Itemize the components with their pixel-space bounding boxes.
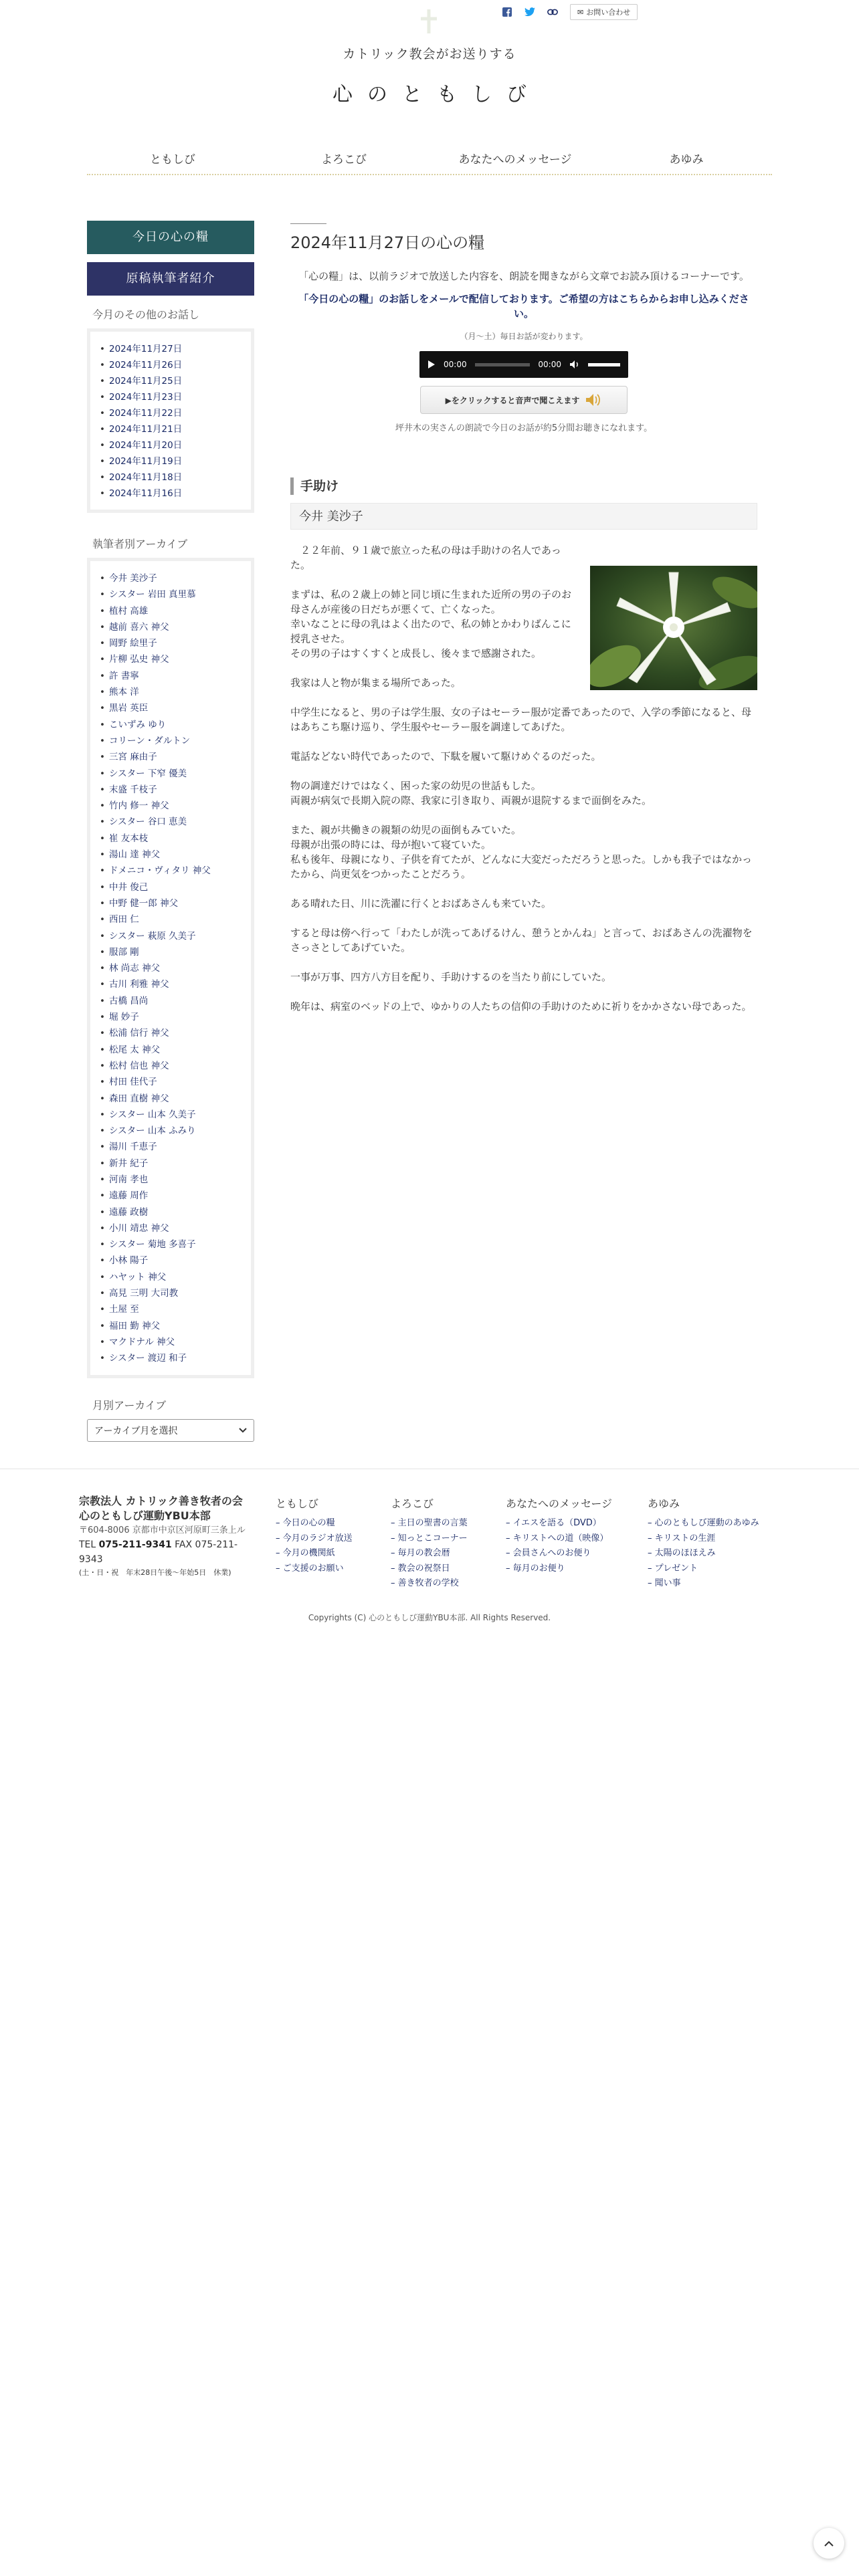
footer-link-dash: – (391, 1563, 398, 1574)
sidebar (87, 221, 254, 1442)
tel-number[interactable]: 075-211-9341 (98, 1539, 172, 1550)
footer-link[interactable] (276, 1516, 353, 1531)
footer-link-label: キリストへの道（映像） (512, 1533, 609, 1543)
author-link-item[interactable]: • 遠藤 政樹 (100, 1204, 243, 1220)
footer-link-label: プレゼント (654, 1563, 698, 1574)
nav-item-yorokobi[interactable]: よろこび (321, 153, 367, 167)
footer-link-label: 毎月のお便り (512, 1563, 565, 1574)
footer-link[interactable] (506, 1562, 612, 1577)
date-link-item[interactable]: • 2024年11月21日 (100, 421, 243, 437)
author-link-item[interactable]: • ドメニコ・ヴィタリ 神父 (100, 863, 243, 879)
author-link-item[interactable]: • シスター 谷口 恵美 (100, 814, 243, 830)
author-link-item[interactable]: • コリーン・ダルトン (100, 733, 243, 749)
footer-link[interactable] (391, 1546, 468, 1562)
author-link-item[interactable]: • ハヤット 神父 (100, 1269, 243, 1285)
footer-link[interactable] (391, 1576, 468, 1592)
footer-link[interactable] (391, 1562, 468, 1577)
footer-link-dash: – (648, 1578, 655, 1588)
author-link-item[interactable]: • 松村 信也 神父 (100, 1058, 243, 1074)
author-list (100, 570, 243, 1367)
author-link-item[interactable]: • シスター 岩田 真里慕 (100, 586, 243, 603)
date-list (100, 341, 243, 502)
facebook-icon[interactable] (502, 7, 512, 17)
footer-link[interactable] (506, 1531, 612, 1547)
footer-link-dash: – (506, 1533, 513, 1543)
footer-link-dash: – (276, 1563, 283, 1574)
author-link-item[interactable]: • 古橋 昌尚 (100, 993, 243, 1009)
contact-button[interactable] (570, 4, 638, 20)
time-current: 00:00 (444, 360, 467, 369)
author-link-item[interactable]: • 湯山 達 神父 (100, 847, 243, 863)
author-link-item[interactable]: • シスター 萩原 久美子 (100, 928, 243, 944)
footer-link-dash: – (648, 1518, 655, 1528)
footer-link-label: 会員さんへのお便り (512, 1548, 591, 1558)
title-rule (290, 223, 326, 224)
footer-link[interactable] (391, 1531, 468, 1547)
footer-link-label: ご支援のお願い (282, 1563, 344, 1574)
authors-box (87, 558, 254, 1378)
author-link-item[interactable]: • 竹内 修一 神父 (100, 798, 243, 814)
date-link-item[interactable]: • 2024年11月27日 (100, 341, 243, 357)
author-link-item[interactable]: • 黒岩 英臣 (100, 700, 243, 716)
author-link-item[interactable]: • 片柳 弘史 神父 (100, 651, 243, 667)
article-paragraph: 物の調達だけではなく、困った家の幼児の世話もした。 両親が病気で長期入院の際、我家に引き取り、両親が退院するまで面倒をみた。 (290, 780, 652, 807)
footer-link-label: 主日の聖書の言葉 (397, 1518, 468, 1528)
footer-link[interactable] (506, 1516, 612, 1531)
org-name: 宗教法人 カトリック善き牧者の会 (79, 1495, 243, 1507)
date-link-item[interactable]: • 2024年11月25日 (100, 373, 243, 389)
other-talks-box (87, 328, 254, 513)
audio-progress-bar[interactable] (475, 363, 531, 366)
author-link-item[interactable]: • 小川 靖忠 神父 (100, 1220, 243, 1237)
header-social-bar (502, 4, 638, 20)
footer-col-ayumi (648, 1495, 759, 1592)
nav-item-message[interactable]: あなたへのメッセージ (458, 153, 572, 167)
footer-link-label: 聞い事 (654, 1578, 681, 1588)
footer-link-dash: – (276, 1518, 283, 1528)
article-paragraph: 一事が万事、四方八方目を配り、手助けするのを当たり前にしていた。 (290, 971, 612, 983)
footer-link-dash: – (391, 1518, 398, 1528)
footer-link-dash: – (648, 1533, 655, 1543)
date-link-item[interactable]: • 2024年11月22日 (100, 405, 243, 421)
article-paragraph: まずは、私の２歳上の姉と同じ頃に生まれた近所の男の子のお母さんが産後の日だちが悪くて、亡くなった。 幸いなことに母の乳はよく出たので、私の姉とかわりばんこに授乳させた。 その男の子はすくすくと成長し、後々まで感謝された。 (290, 588, 572, 659)
footer-link-dash: – (391, 1533, 398, 1543)
author-link-item[interactable]: • 中井 俊己 (100, 879, 243, 895)
author-link-item[interactable]: • 森田 直樹 神父 (100, 1091, 243, 1107)
footer-link[interactable] (648, 1562, 759, 1577)
author-link-item[interactable]: • 服部 剛 (100, 944, 243, 960)
footer-link-dash: – (276, 1533, 283, 1543)
footer-link[interactable] (648, 1576, 759, 1592)
author-link-item[interactable]: • 林 尚志 神父 (100, 960, 243, 976)
play-icon[interactable] (427, 360, 436, 369)
org-phone (79, 1537, 258, 1567)
volume-slider[interactable] (588, 363, 620, 366)
footer-link-label: 今月の機関紙 (282, 1548, 335, 1558)
footer-link[interactable] (506, 1546, 612, 1562)
author-link-item[interactable]: • 堀 妙子 (100, 1009, 243, 1025)
site-logo-title[interactable]: 心のともしび (332, 83, 541, 106)
section-title: 手助け (290, 477, 757, 495)
author-link-item[interactable]: • 西田 仁 (100, 911, 243, 928)
article-paragraph: すると母は傍へ行って「わたしが洗ってあげるけん、憩うとかんね」と言って、おばあさんの洗濯物をさっさとしてあげていた。 (290, 927, 753, 954)
volume-icon[interactable] (569, 360, 580, 369)
audio-player (419, 351, 628, 378)
footer-link-label: 善き牧者の学校 (397, 1578, 459, 1588)
footer-link-label: 教会の祝祭日 (397, 1563, 450, 1574)
archive-month-select-value: アーカイブ月を選択 (94, 1425, 178, 1436)
monthly-archive-heading: 月別アーカイブ (92, 1398, 167, 1412)
flower-photo (590, 566, 757, 690)
footer-link-label: イエスを語る（DVD） (512, 1518, 601, 1528)
site-subtitle: カトリック教会がお送りする (343, 47, 516, 62)
footer-org-info (79, 1494, 258, 1579)
author-link-item[interactable]: • 松浦 信行 神父 (100, 1025, 243, 1041)
author-link-item[interactable]: • マクドナル 神父 (100, 1334, 243, 1350)
footer-link[interactable] (276, 1546, 353, 1562)
back-to-top-button[interactable] (814, 2528, 844, 2559)
footer-link-label: 知っとこコーナー (397, 1533, 468, 1543)
author-link-item[interactable]: • 土屋 至 (100, 1301, 243, 1317)
footer-link-dash: – (648, 1548, 655, 1558)
author-link-item[interactable]: • シスター 渡辺 和子 (100, 1350, 243, 1366)
play-button-label: ▶をクリックすると音声で聞こえます (445, 395, 580, 405)
other-talks-heading: 今月のその他のお話し (92, 308, 200, 321)
mail-icon: ✉ (577, 7, 584, 17)
footer-link[interactable] (276, 1531, 353, 1547)
footer-link-label: 毎月の教会暦 (397, 1548, 450, 1558)
footer-col-yorokobi (391, 1495, 468, 1592)
audio-play-button[interactable] (420, 386, 628, 414)
author-link-item[interactable]: • 河南 孝也 (100, 1172, 243, 1188)
footer-link-label: キリストの生涯 (654, 1533, 716, 1543)
copyright: Copyrights (C) 心のともしび運動YBU本部. All Rights Reserved. (308, 1613, 551, 1622)
tel-label: TEL (79, 1539, 96, 1550)
author-link-item[interactable]: • 松尾 太 神父 (100, 1042, 243, 1058)
reader-caption: 坪井木の実さんの朗読で今日のお話が約5分間お聴きになれます。 (395, 423, 653, 433)
cross-icon (419, 8, 439, 35)
author-link-item[interactable]: • 植村 高雄 (100, 603, 243, 619)
footer-col-heading[interactable]: あなたへのメッセージ (506, 1497, 613, 1510)
article-paragraph: ある晴れた日、川に洗濯に行くとおばあさんも来ていた。 (290, 897, 552, 909)
author-link-item[interactable]: • 今井 美沙子 (100, 570, 243, 586)
footer-col-heading[interactable]: よろこび (391, 1497, 434, 1510)
date-link-item[interactable]: • 2024年11月18日 (100, 469, 243, 486)
fax-number: 075-211-9343 (79, 1539, 238, 1565)
author-link-item[interactable]: • こいずみ ゆり (100, 717, 243, 733)
fax-label: FAX (175, 1539, 193, 1550)
date-link-item[interactable]: • 2024年11月19日 (100, 453, 243, 469)
author-link-item[interactable]: • 越前 喜六 神父 (100, 619, 243, 635)
footer-link-label: 今月のラジオ放送 (282, 1533, 353, 1543)
author-link-item[interactable]: • 崔 友本枝 (100, 831, 243, 847)
author-link-item[interactable]: • 福田 勤 神父 (100, 1318, 243, 1334)
nav-item-ayumi[interactable]: あゆみ (669, 153, 704, 167)
footer-link-label: 太陽のほほえみ (654, 1548, 716, 1558)
footer-col-heading[interactable]: ともしび (276, 1497, 319, 1510)
author-link-item[interactable]: • 遠藤 周作 (100, 1188, 243, 1204)
author-link-item[interactable]: • 高見 三明 大司教 (100, 1285, 243, 1301)
time-total: 00:00 (538, 360, 561, 369)
date-link-item[interactable]: • 2024年11月20日 (100, 437, 243, 453)
main-content (290, 223, 757, 1029)
nav-item-tomoshibi[interactable]: ともしび (150, 153, 195, 167)
author-link-item[interactable]: • 新井 紀子 (100, 1156, 243, 1172)
article-paragraph: 我家は人と物が集まる場所であった。 (290, 677, 461, 689)
authors-heading: 執筆者別アーカイブ (92, 538, 188, 550)
footer-link[interactable] (648, 1546, 759, 1562)
footer-link-dash: – (648, 1563, 655, 1574)
article-paragraph: 晩年は、病室のベッドの上で、ゆかりの人たちの信仰の手助けのために祈りをかかさない母であった。 (290, 1000, 752, 1012)
intro-text: 「心の糧」は、以前ラジオで放送した内容を、朗読を聞きながら文章でお読み頂けるコーナーです。 (298, 270, 749, 282)
contact-button-label: お問い合わせ (586, 8, 631, 17)
author-link-item[interactable]: • 湯川 千恵子 (100, 1139, 243, 1155)
author-link-item[interactable]: • シスター 下窄 優美 (100, 766, 243, 782)
mail-signup-link[interactable]: 「今日の心の糧」のお話しをメールで配信しております。ご希望の方はこちらからお申し込みください。 (298, 293, 749, 320)
footer-link[interactable] (648, 1516, 759, 1531)
twitter-icon[interactable] (524, 7, 535, 17)
author-link-item[interactable]: • シスター 菊地 多喜子 (100, 1237, 243, 1253)
schedule-note: （月〜土）毎日お話が変わります。 (460, 332, 588, 341)
date-link-item[interactable]: • 2024年11月26日 (100, 357, 243, 373)
org-branch: 心のともしび運動YBU本部 (79, 1509, 211, 1522)
author-link-item[interactable]: • 中野 健一郎 神父 (100, 895, 243, 911)
org-address: 〒604-8006 京都市中京区河原町三条上ル (79, 1525, 246, 1535)
article-paragraph: ２２年前、９１歳で旅立った私の母は手助けの名人であった。 (290, 544, 561, 571)
article-paragraph: また、親が共働きの親類の幼児の面倒もみていた。 母親が出張の時には、母が抱いて寝ていた。 私も後年、母親になり、子供を育てたが、どんなに大変だっただろうと思った。しかも我子ではなかったから、尚更気をつかったことだろう。 (290, 824, 753, 880)
author-link-item[interactable]: • 許 書寧 (100, 668, 243, 684)
article-paragraph: 中学生になると、男の子は学生服、女の子はセーラー服が定番であったので、入学の季節になると、母はあちこち駆け巡り、学生服やセーラー服を調達してあげた。 (290, 706, 751, 733)
author-link-item[interactable]: • シスター 山本 ふみり (100, 1123, 243, 1139)
writers-intro-button[interactable]: 原稿執筆者紹介 (87, 262, 254, 296)
date-link-item[interactable]: • 2024年11月23日 (100, 389, 243, 405)
footer-link-label: 心のともしび運動のあゆみ (654, 1518, 759, 1528)
footer-col-tomoshibi (276, 1495, 353, 1576)
footer-col-heading[interactable]: あゆみ (648, 1497, 680, 1510)
arrow-up-icon (824, 2541, 834, 2547)
author-name: 今井 美沙子 (290, 503, 757, 530)
author-link-item[interactable]: • 岡野 絵里子 (100, 635, 243, 651)
today-kokoro-button[interactable]: 今日の心の糧 (87, 221, 254, 254)
footer-link[interactable] (648, 1531, 759, 1547)
author-link-item[interactable]: • 三宮 麻由子 (100, 749, 243, 765)
org-holiday: (土・日・祝 年末28日午後〜年始5日 休業) (79, 1568, 231, 1577)
link-icon[interactable] (547, 7, 558, 17)
footer-link-dash: – (391, 1548, 398, 1558)
footer-link-dash: – (276, 1548, 283, 1558)
footer-link-dash: – (506, 1548, 513, 1558)
footer-link[interactable] (276, 1562, 353, 1577)
date-link-item[interactable]: • 2024年11月16日 (100, 486, 243, 502)
author-link-item[interactable]: • 末盛 千枝子 (100, 782, 243, 798)
footer-link-dash: – (391, 1578, 398, 1588)
article-paragraph: 電話などない時代であったので、下駄を履いて駆けめぐるのだった。 (290, 750, 601, 762)
footer-link-dash: – (506, 1518, 513, 1528)
author-link-item[interactable]: • 村田 佳代子 (100, 1074, 243, 1090)
speaker-icon (585, 393, 602, 407)
archive-month-select[interactable] (87, 1419, 254, 1442)
chevron-down-icon (239, 1428, 247, 1433)
footer-link-label: 今日の心の糧 (282, 1518, 335, 1528)
footer-col-message (506, 1495, 612, 1576)
footer-link-dash: – (506, 1563, 513, 1574)
author-link-item[interactable]: • シスター 山本 久美子 (100, 1107, 243, 1123)
footer-link[interactable] (391, 1516, 468, 1531)
author-link-item[interactable]: • 小林 陽子 (100, 1253, 243, 1269)
author-link-item[interactable]: • 熊本 洋 (100, 684, 243, 700)
page-title: 2024年11月27日の心の糧 (290, 233, 485, 252)
global-nav (87, 146, 772, 175)
author-link-item[interactable]: • 古川 利雅 神父 (100, 976, 243, 992)
